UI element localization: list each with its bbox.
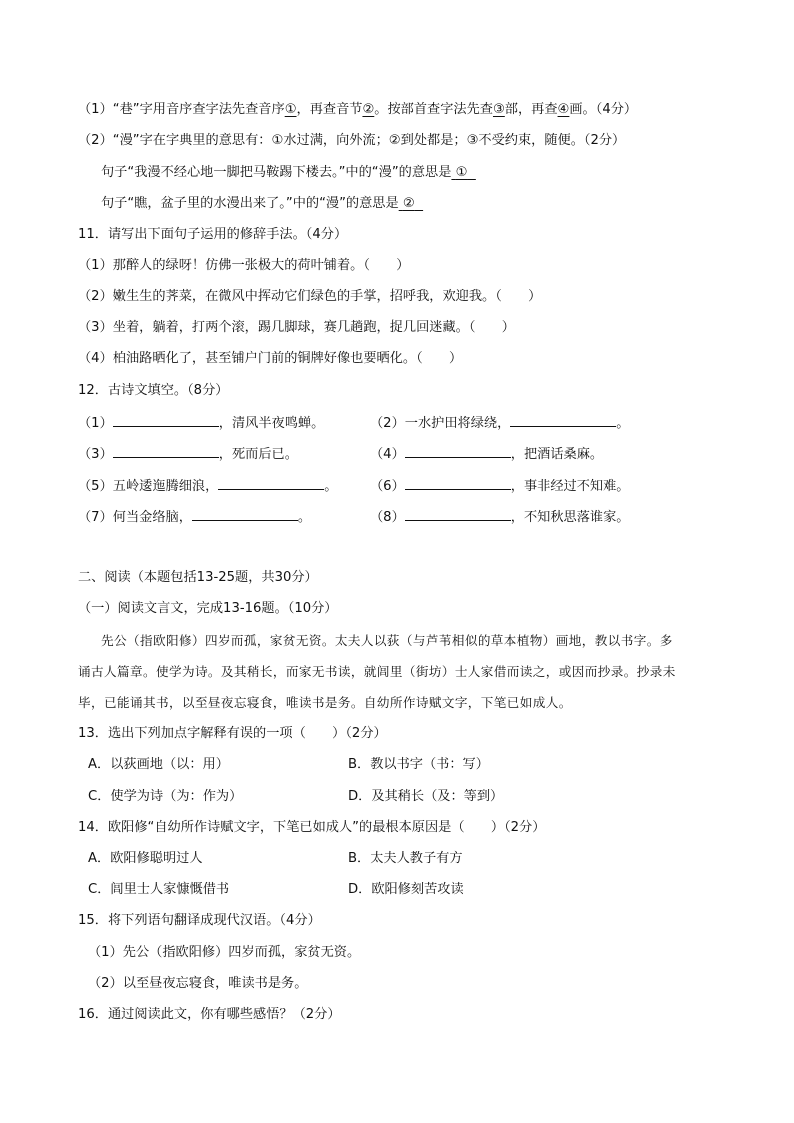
fill-blank[interactable] xyxy=(218,475,324,490)
q10-part1 xyxy=(78,100,637,120)
fill-blank[interactable] xyxy=(405,475,511,490)
q16-title: 16．通过阅读此文，你有哪些感悟？（2分） xyxy=(78,1007,341,1022)
fill-blank[interactable] xyxy=(510,412,616,427)
q14-title: 14．欧阳修“自幼所作诗赋文字，下笔已如成人”的最根本原因是（ ）（2分） xyxy=(78,820,546,835)
q12-item-1: （1） ，清风半夜鸣蝉。 xyxy=(78,412,324,434)
q11-title: 11．请写出下面句子运用的修辞手法。（4分） xyxy=(78,227,348,242)
passage-line: 先公（指欧阳修）四岁而孤，家贫无资。太夫人以荻（与芦苇相似的草本植物）画地，教以书字。多 xyxy=(101,633,673,648)
q12-item-6: （6） ，事非经过不知难。 xyxy=(370,475,629,497)
q11-item: （1）那醉人的绿呀！仿佛一张极大的荷叶铺着。（ ） xyxy=(78,258,410,273)
subsection-title: （一）阅读文言文，完成13-16题。（10分） xyxy=(78,601,338,616)
q10-part1-text-b: ，再查音节 xyxy=(296,102,363,117)
answer-blank[interactable]: ① xyxy=(284,102,297,117)
q15-item-1: （1）先公（指欧阳修）四岁而孤，家贫无资。 xyxy=(88,945,361,960)
section-title: 二、阅读（本题包括13-25题，共30分） xyxy=(78,570,318,585)
q12-item-7: （7）何当金络脑， 。 xyxy=(78,506,311,528)
q10-part1-text-d: 部，再查 xyxy=(504,102,558,117)
q10-part1-text-e: 画。（4分） xyxy=(569,102,638,117)
q12-item-4: （4） ，把酒话桑麻。 xyxy=(370,443,603,465)
q11-item: （3）坐着，躺着，打两个滚，踢几脚球，赛几趟跑，捉几回迷藏。（ ） xyxy=(78,320,515,335)
q13-option-c[interactable]: C．使学为诗（为：作为） xyxy=(88,789,243,804)
q14-option-b[interactable]: B．太夫人教子有方 xyxy=(348,851,463,866)
q12-item-5: （5）五岭逶迤腾细浪， 。 xyxy=(78,475,337,497)
q10-sentence-2-text: 句子“瞧，盆子里的水漫出来了。”中的“漫”的意思是 xyxy=(101,196,399,211)
q10-part2: （2）“漫”字在字典里的意思有：①水过满，向外流；②到处都是；③不受约束，随便。（2分） xyxy=(78,133,626,148)
q13-option-b[interactable]: B．教以书字（书：写） xyxy=(348,757,489,772)
answer-blank[interactable]: ④ xyxy=(557,102,570,117)
q11-item: （4）柏油路晒化了，甚至铺户门前的铜牌好像也要晒化。（ ） xyxy=(78,351,463,366)
passage-line: 毕，已能诵其书，以至昼夜忘寝食，唯读书是务。自幼所作诗赋文字，下笔已如成人。 xyxy=(78,695,572,710)
q10-sentence-1-text: 句子“我漫不经心地一脚把马鞍踢下楼去。”中的“漫”的意思是 xyxy=(101,165,452,180)
fill-blank[interactable] xyxy=(113,443,219,458)
q10-sentence-2 xyxy=(101,194,423,214)
q10-sentence-1 xyxy=(101,163,476,183)
fill-blank[interactable] xyxy=(405,443,511,458)
answer-blank[interactable]: ② xyxy=(402,196,415,211)
fill-blank[interactable] xyxy=(192,506,298,521)
fill-blank[interactable] xyxy=(405,506,511,521)
answer-blank[interactable]: ① xyxy=(455,165,468,180)
q10-part1-text-c: 。按部首查字法先查 xyxy=(374,102,493,117)
q12-item-2: （2）一水护田将绿绕， 。 xyxy=(370,412,629,434)
q15-title: 15．将下列语句翻译成现代汉语。（4分） xyxy=(78,913,321,928)
q14-option-d[interactable]: D．欧阳修刻苦攻读 xyxy=(348,882,464,897)
q12-item-3: （3） ，死而后已。 xyxy=(78,443,298,465)
q14-option-a[interactable]: A．欧阳修聪明过人 xyxy=(88,851,203,866)
q13-option-d[interactable]: D．及其稍长（及：等到） xyxy=(348,789,504,804)
q14-option-c[interactable]: C．闾里士人家慷慨借书 xyxy=(88,882,230,897)
q15-item-2: （2）以至昼夜忘寝食，唯读书是务。 xyxy=(88,976,308,991)
answer-blank[interactable]: ③ xyxy=(492,102,505,117)
q13-option-a[interactable]: A．以荻画地（以：用） xyxy=(88,757,229,772)
q12-item-8: （8） ，不知秋思落谁家。 xyxy=(370,506,629,528)
q10-part1-text-a: （1）“巷”字用音序查字法先查音序 xyxy=(78,102,285,117)
answer-blank[interactable]: ② xyxy=(362,102,375,117)
q11-item: （2）嫩生生的荠菜，在微风中挥动它们绿色的手掌，招呼我，欢迎我。（ ） xyxy=(78,289,542,304)
passage-line: 诵古人篇章。使学为诗。及其稍长，而家无书读，就闾里（街坊）士人家借而读之，或因而抄录。抄录未 xyxy=(78,664,676,679)
q12-title: 12．古诗文填空。（8分） xyxy=(78,383,229,398)
fill-blank[interactable] xyxy=(113,412,219,427)
q13-title: 13．选出下列加点字解释有误的一项（ ）（2分） xyxy=(78,726,387,741)
